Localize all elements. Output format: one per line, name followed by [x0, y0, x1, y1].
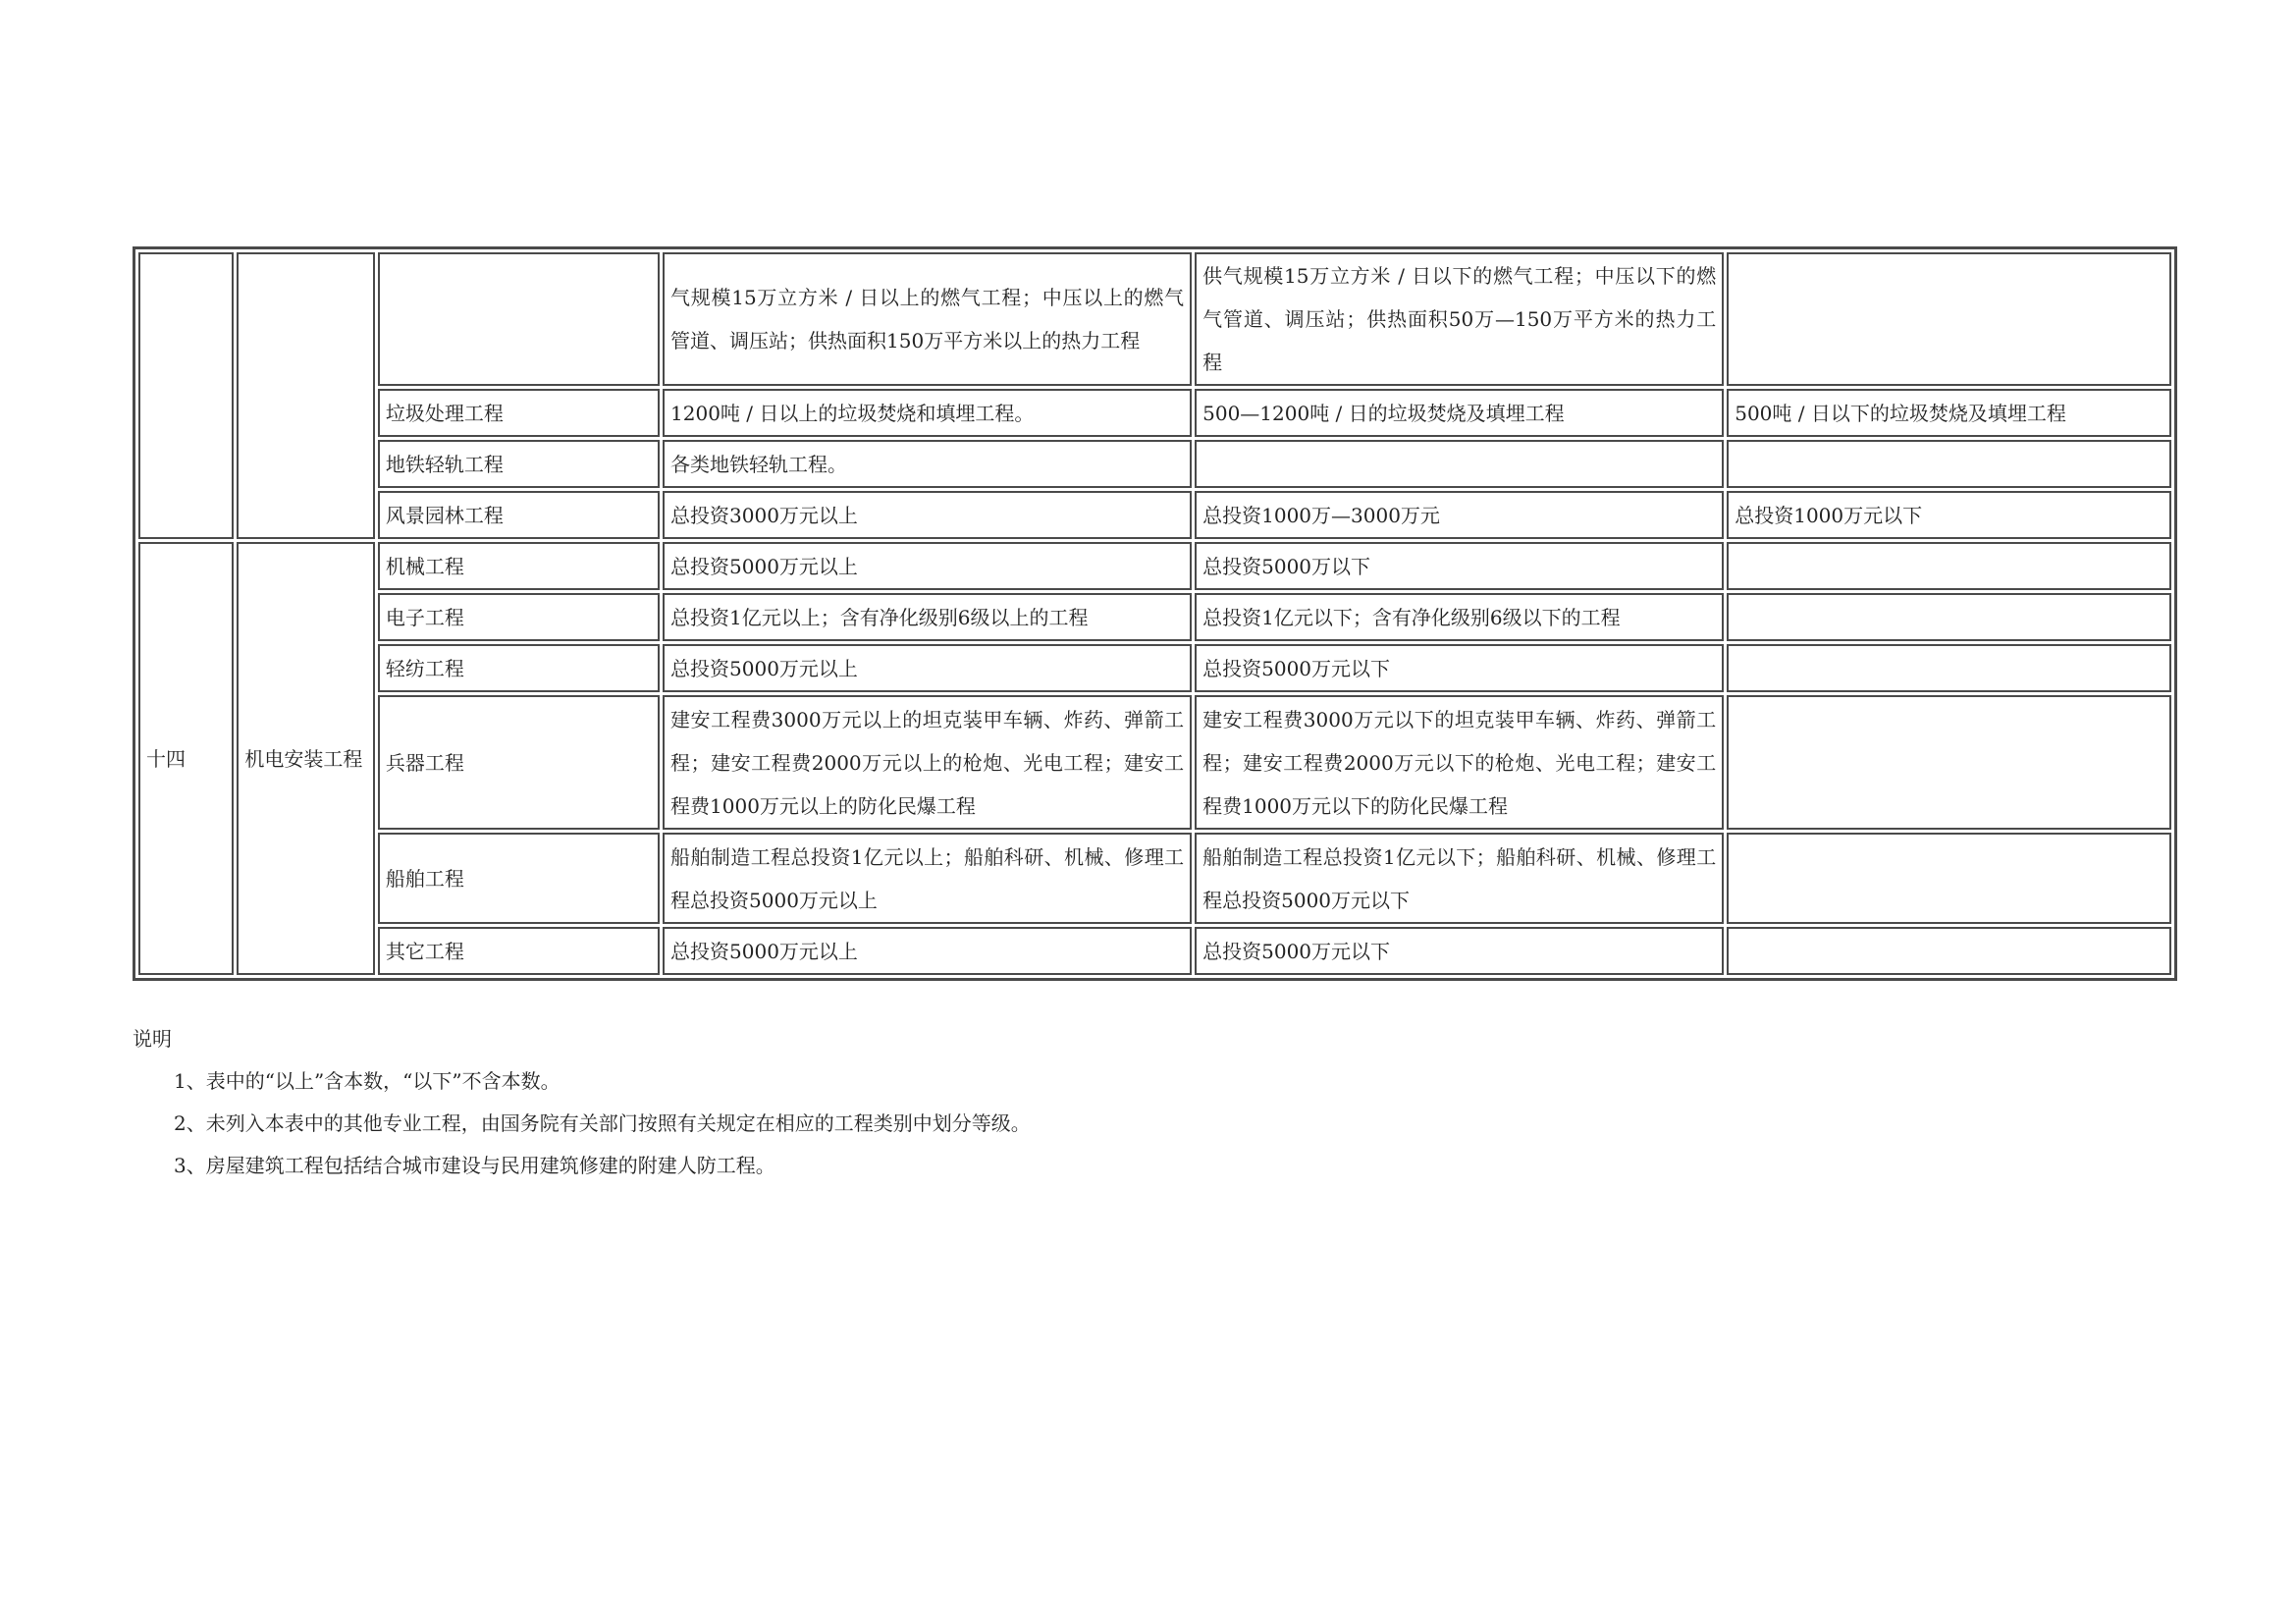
grade-3-cell [1727, 927, 2171, 975]
project-name-cell: 电子工程 [378, 593, 660, 641]
grade-3-cell [1727, 252, 2171, 386]
grade-2-cell: 总投资5000万以下 [1195, 542, 1724, 590]
grade-3-cell [1727, 833, 2171, 924]
grade-2-cell: 总投资1000万—3000万元 [1195, 491, 1724, 539]
project-name-cell: 船舶工程 [378, 833, 660, 924]
project-name-cell: 机械工程 [378, 542, 660, 590]
note-item: 3、房屋建筑工程包括结合城市建设与民用建筑修建的附建人防工程。 [174, 1154, 775, 1177]
project-grade-table [133, 246, 2177, 981]
grade-2-cell [1195, 440, 1724, 488]
notes-section [133, 1018, 1031, 1187]
note-item: 1、表中的“以上”含本数，“以下”不含本数。 [174, 1069, 561, 1093]
table-row [138, 389, 2171, 437]
grade-2-cell: 总投资1亿元以下；含有净化级别6级以下的工程 [1195, 593, 1724, 641]
grade-1-cell: 总投资3000万元以上 [663, 491, 1192, 539]
project-name-cell: 风景园林工程 [378, 491, 660, 539]
grade-1-cell: 气规模15万立方米 / 日以上的燃气工程；中压以上的燃气管道、调压站；供热面积150万平方米以上的热力工程 [663, 252, 1192, 386]
table-row [138, 833, 2171, 924]
grade-3-cell [1727, 542, 2171, 590]
grade-1-cell: 1200吨 / 日以上的垃圾焚烧和填埋工程。 [663, 389, 1192, 437]
grade-2-cell: 500—1200吨 / 日的垃圾焚烧及填埋工程 [1195, 389, 1724, 437]
table-row [138, 440, 2171, 488]
table-row [138, 927, 2171, 975]
grade-2-cell: 建安工程费3000万元以下的坦克装甲车辆、炸药、弹箭工程；建安工程费2000万元以下的枪炮、光电工程；建安工程费1000万元以下的防化民爆工程 [1195, 695, 1724, 830]
grade-2-cell: 总投资5000万元以下 [1195, 927, 1724, 975]
project-name-cell: 其它工程 [378, 927, 660, 975]
grade-3-cell [1727, 440, 2171, 488]
category-number-cell: 十四 [138, 542, 234, 975]
table-row [138, 593, 2171, 641]
category-name-cell [237, 252, 375, 539]
table-row [138, 542, 2171, 590]
grade-1-cell: 总投资5000万元以上 [663, 644, 1192, 692]
grade-3-cell: 500吨 / 日以下的垃圾焚烧及填埋工程 [1727, 389, 2171, 437]
grade-3-cell: 总投资1000万元以下 [1727, 491, 2171, 539]
grade-1-cell: 总投资5000万元以上 [663, 542, 1192, 590]
grade-1-cell: 总投资5000万元以上 [663, 927, 1192, 975]
project-name-cell: 兵器工程 [378, 695, 660, 830]
table-row [138, 491, 2171, 539]
project-name-cell: 垃圾处理工程 [378, 389, 660, 437]
category-number-cell [138, 252, 234, 539]
grade-2-cell: 船舶制造工程总投资1亿元以下；船舶科研、机械、修理工程总投资5000万元以下 [1195, 833, 1724, 924]
grade-2-cell: 总投资5000万元以下 [1195, 644, 1724, 692]
grade-2-cell: 供气规模15万立方米 / 日以下的燃气工程；中压以下的燃气管道、调压站；供热面积50万—150万平方米的热力工程 [1195, 252, 1724, 386]
grade-1-cell: 船舶制造工程总投资1亿元以上；船舶科研、机械、修理工程总投资5000万元以上 [663, 833, 1192, 924]
table-row [138, 695, 2171, 830]
grade-1-cell: 各类地铁轻轨工程。 [663, 440, 1192, 488]
table-row [138, 252, 2171, 386]
grade-3-cell [1727, 593, 2171, 641]
notes-title: 说明 [133, 1027, 172, 1051]
grade-1-cell: 总投资1亿元以上；含有净化级别6级以上的工程 [663, 593, 1192, 641]
table-row [138, 644, 2171, 692]
grade-3-cell [1727, 644, 2171, 692]
project-name-cell: 轻纺工程 [378, 644, 660, 692]
project-name-cell [378, 252, 660, 386]
grade-3-cell [1727, 695, 2171, 830]
grade-1-cell: 建安工程费3000万元以上的坦克装甲车辆、炸药、弹箭工程；建安工程费2000万元以上的枪炮、光电工程；建安工程费1000万元以上的防化民爆工程 [663, 695, 1192, 830]
category-name-cell: 机电安装工程 [237, 542, 375, 975]
note-item: 2、未列入本表中的其他专业工程，由国务院有关部门按照有关规定在相应的工程类别中划分等级。 [174, 1111, 1031, 1135]
project-name-cell: 地铁轻轨工程 [378, 440, 660, 488]
